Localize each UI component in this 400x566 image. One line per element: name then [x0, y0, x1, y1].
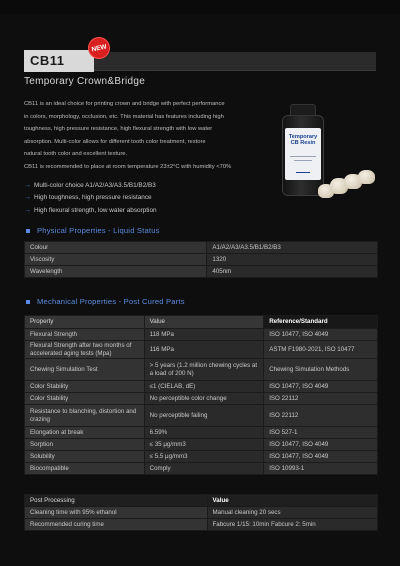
- reference-cell: ISO 527-1: [264, 427, 378, 439]
- table-row: [25, 341, 378, 359]
- table-row: [25, 451, 378, 463]
- column-header: Value: [144, 316, 264, 329]
- physical-properties-table: [24, 241, 378, 278]
- bottle-label-title: [286, 134, 320, 147]
- value-cell: 6.59%: [144, 427, 264, 439]
- value-cell: ≤1 (CIELAB, dE): [144, 381, 264, 393]
- arrow-right-icon: →: [24, 206, 31, 214]
- value-cell: 118 MPa: [144, 329, 264, 341]
- table-header-row: [25, 316, 378, 329]
- bottle-label-line1: Temporary: [288, 134, 318, 140]
- property-cell: Flexural Strength: [25, 329, 145, 341]
- column-header: Reference/Standard: [264, 316, 378, 329]
- feature-item: [24, 205, 157, 217]
- column-header: Property: [25, 316, 145, 329]
- table-row: [25, 359, 378, 381]
- value-cell: > 5 years (1.2 million chewing cycles at a load of 200 N): [144, 359, 264, 381]
- property-cell: Colour: [25, 242, 207, 254]
- feature-text: Multi-color choice A1/A2/A3/A3.5/B1/B2/B3: [34, 182, 156, 189]
- value-cell: 116 MPa: [144, 341, 264, 359]
- table-row: [25, 381, 378, 393]
- arrow-right-icon: →: [24, 182, 31, 189]
- value-cell: No perceptible color change: [144, 393, 264, 405]
- feature-item: [24, 180, 157, 192]
- feature-text: High flexural strength, low water absorption: [34, 206, 157, 214]
- reference-cell: ASTM F1980-2021, ISO 10477: [264, 341, 378, 359]
- value-cell: Manual cleaning 20 secs: [207, 507, 378, 519]
- table-row: [25, 254, 378, 266]
- table-row: [25, 405, 378, 427]
- feature-list: [24, 180, 157, 217]
- square-bullet-icon: [26, 300, 30, 304]
- value-cell: Comply: [144, 463, 264, 475]
- bottle-label-logo: [296, 172, 310, 173]
- product-name: CB11: [24, 50, 94, 72]
- property-cell: Solubility: [25, 451, 145, 463]
- section-title-text: Physical Properties - Liquid Status: [37, 226, 160, 235]
- description-line: natural tooth color and excellent texture.: [24, 151, 128, 158]
- table-row: [25, 439, 378, 451]
- value-cell: No perceptible failing: [144, 405, 264, 427]
- property-cell: Sorption: [25, 439, 145, 451]
- tooth-shape: [358, 170, 375, 184]
- reference-cell: ISO 22112: [264, 405, 378, 427]
- table-row: [25, 242, 378, 254]
- property-cell: Color Stability: [25, 393, 145, 405]
- table-header-row: [25, 495, 378, 507]
- property-cell: Wavelength: [25, 266, 207, 278]
- value-cell: Fabcure 1/15: 10min Fabcure 2: 5min: [207, 519, 378, 531]
- property-cell: Resistance to blanching, distortion and crazing: [25, 405, 145, 427]
- top-strip: [0, 0, 400, 14]
- reference-cell: ISO 10993-1: [264, 463, 378, 475]
- value-cell: A1/A2/A3/A3.5/B1/B2/B3: [207, 242, 378, 254]
- bottle-label-rule: [290, 156, 316, 157]
- value-cell: ≤ 5.5 μg/mm3: [144, 451, 264, 463]
- table-row: [25, 393, 378, 405]
- dental-bridge-image: [318, 168, 378, 208]
- new-badge: NEW: [86, 35, 112, 61]
- description-line: CB11 is recommended to place at room temperature 23±2°C with humidity <70%: [24, 163, 232, 170]
- feature-text: High toughness, high pressure resistance: [34, 194, 152, 202]
- property-cell: Biocompatible: [25, 463, 145, 475]
- column-header: Value: [207, 495, 378, 507]
- mechanical-properties-table: [24, 315, 378, 475]
- reference-cell: Chewing Simulation Methods: [264, 359, 378, 381]
- reference-cell: ISO 10477, ISO 4049: [264, 381, 378, 393]
- value-cell: 1320: [207, 254, 378, 266]
- description-line: CB11 is an ideal choice for printing crown and bridge with perfect performance: [24, 101, 225, 107]
- reference-cell: ISO 10477, ISO 4049: [264, 451, 378, 463]
- bottle-cap: [290, 104, 316, 116]
- property-cell: Chewing Simulation Test: [25, 359, 145, 381]
- table-row: [25, 266, 378, 278]
- column-header: Post Processing: [25, 495, 208, 507]
- arrow-right-icon: →: [24, 194, 31, 202]
- table-row: [25, 329, 378, 341]
- reference-cell: ISO 10477, ISO 4049: [264, 329, 378, 341]
- table-row: [25, 519, 378, 531]
- table-row: [25, 463, 378, 475]
- bottle-label-line2: CB Resin: [290, 140, 316, 147]
- value-cell: 405nm: [207, 266, 378, 278]
- property-cell: Color Stability: [25, 381, 145, 393]
- property-cell: Recommended curing time: [25, 519, 208, 531]
- table-row: [25, 427, 378, 439]
- mechanical-properties-heading: [26, 297, 185, 306]
- feature-item: [24, 192, 157, 204]
- property-cell: Elongation at break: [25, 427, 145, 439]
- bottle-label-rule: [294, 160, 312, 161]
- description-line: in colors, morphology, occlusion, etc. This material has features including high: [24, 113, 224, 120]
- property-cell: Cleaning time with 95% ethanol: [25, 507, 208, 519]
- property-cell: Flexural Strength after two months of accelerated aging tests (Mpa): [25, 341, 145, 359]
- description-line: absorption. Multi-color allows for different tooth color treatment, restore: [24, 138, 206, 145]
- reference-cell: ISO 10477, ISO 4049: [264, 439, 378, 451]
- property-cell: Viscosity: [25, 254, 207, 266]
- reference-cell: ISO 22112: [264, 393, 378, 405]
- table-row: [25, 507, 378, 519]
- product-description: [24, 98, 282, 174]
- square-bullet-icon: [26, 229, 30, 233]
- physical-properties-heading: [26, 226, 160, 235]
- page-subtitle: Temporary Crown&Bridge: [24, 76, 146, 87]
- section-title-text: Mechanical Properties - Post Cured Parts: [37, 297, 185, 306]
- description-line: toughness, high pressure resistance, high flexural strength with low water: [24, 126, 213, 133]
- value-cell: ≤ 35 μg/mm3: [144, 439, 264, 451]
- post-processing-table: [24, 494, 378, 531]
